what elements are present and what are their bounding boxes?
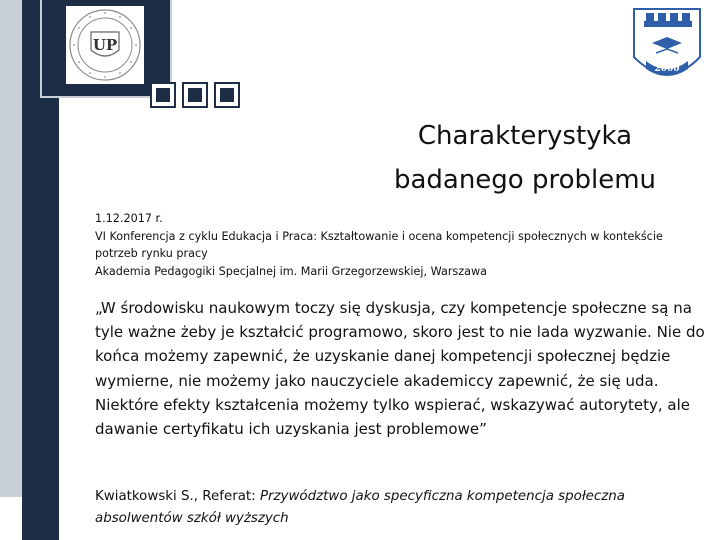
- square-1: [152, 84, 174, 106]
- conference-name: VI Konferencja z cyklu Edukacja i Praca: Kształtowanie i ocena kompetencji społecznych w kontekście potrzeb rynku pracy: [95, 229, 663, 260]
- square-2: [184, 84, 206, 106]
- university-logo-right: [624, 5, 710, 89]
- svg-text:2000: 2000: [654, 64, 680, 74]
- citation: [95, 486, 705, 529]
- castle-seal-icon: [626, 7, 708, 87]
- quote-text: „W środowisku naukowym toczy się dyskusja, czy kompetencje społeczne są na tyle ważne żeby je kształcić programowo, skoro jest to nie lada wyzwanie. Nie do końca możemy zapewnić, że uzyskanie danej kompetencji społecznej będzie wymierne, nie możemy jako nauczyciele akademiccy zapewnić, że się uda. Niektóre efekty kształcenia możemy tylko wspierać, wskazywać autorytety, ale dawanie certyfikatu ich uzyskania jest problemowe”: [95, 299, 705, 439]
- square-3: [216, 84, 238, 106]
- decorative-squares: [152, 84, 238, 106]
- citation-author: Kwiatkowski S., Referat:: [95, 489, 260, 504]
- event-info: [95, 210, 695, 280]
- citation-work: Przywództwo jako specyficzna kompetencja społeczna absolwentów szkół wyższych: [95, 489, 626, 526]
- event-date: 1.12.2017 r.: [95, 212, 163, 225]
- university-logo-left: [66, 6, 144, 84]
- slide-title: [330, 114, 720, 202]
- institution-name: Akademia Pedagogiki Specjalnej im. Marii Grzegorzewskiej, Warszawa: [95, 264, 487, 278]
- svg-text:UP: UP: [92, 36, 118, 54]
- up-seal-icon: [68, 8, 142, 82]
- title-line-1: Charakterystyka: [417, 121, 633, 151]
- left-decorative-bar: [0, 0, 24, 497]
- title-line-2: badanego problemu: [393, 165, 657, 195]
